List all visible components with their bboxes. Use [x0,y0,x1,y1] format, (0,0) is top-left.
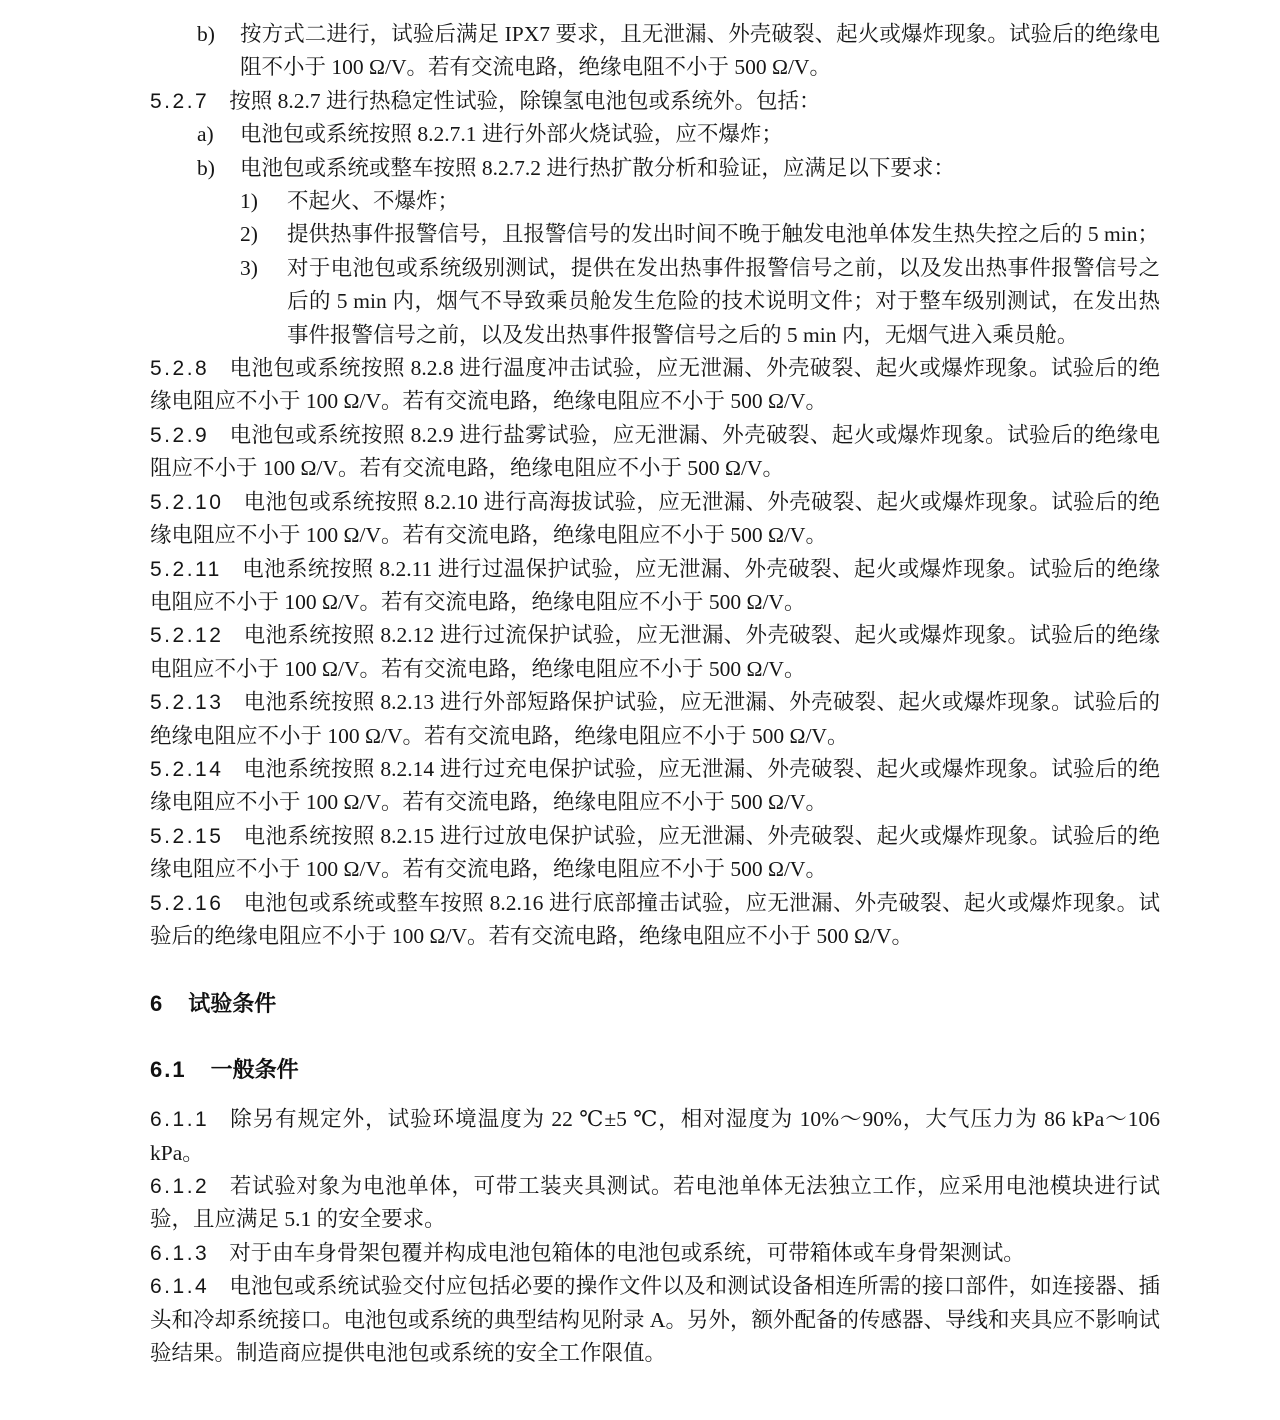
clause-text: 电池包或系统按照 8.2.9 进行盐雾试验，应无泄漏、外壳破裂、起火或爆炸现象。试验后的绝缘电阻应不小于 100 Ω/V。若有交流电路，绝缘电阻应不小于 500 Ω/V。 [150,422,1160,481]
clause-text: 电池系统按照 8.2.13 进行外部短路保护试验，应无泄漏、外壳破裂、起火或爆炸现象。试验后的绝缘电阻应不小于 100 Ω/V。若有交流电路，绝缘电阻应不小于 500 Ω/V。 [150,690,1160,748]
clause-6-1-2 [150,1170,1160,1237]
clause-number: 5.2.11 [150,557,222,581]
clause-number: 5.2.7 [150,89,210,113]
clause-number: 5.2.10 [150,490,224,514]
clause-text: 电池系统按照 8.2.11 进行过温保护试验，应无泄漏、外壳破裂、起火或爆炸现象。试验后的绝缘电阻应不小于 100 Ω/V。若有交流电路，绝缘电阻应不小于 500 Ω/V。 [150,556,1160,614]
clause-text: 电池系统按照 8.2.15 进行过放电保护试验，应无泄漏、外壳破裂、起火或爆炸现象。试验后的绝缘电阻应不小于 100 Ω/V。若有交流电路，绝缘电阻应不小于 500 Ω/V。 [150,823,1160,882]
list-item-text: 电池包或系统按照 8.2.7.1 进行外部火烧试验，应不爆炸； [240,122,783,147]
clause-text: 电池系统按照 8.2.12 进行过流保护试验，应无泄漏、外壳破裂、起火或爆炸现象。试验后的绝缘电阻应不小于 100 Ω/V。若有交流电路，绝缘电阻应不小于 500 Ω/V。 [150,623,1160,681]
clause-number: 5.2.15 [150,824,224,848]
list-item-text: 对于电池包或系统级别测试，提供在发出热事件报警信号之前，以及发出热事件报警信号之后的 5 min 内，烟气不导致乘员舱发生危险的技术说明文件；对于整车级别测试，在发出热事件报警信号之前，以及发出热事件报警信号之后的 5 min 内，无烟气进入乘员舱。 [287,255,1160,347]
clause-number: 5.2.8 [150,357,210,381]
chapter-title: 试验条件 [188,991,277,1017]
list-item-text: 电池包或系统或整车按照 8.2.7.2 进行热扩散分析和验证，应满足以下要求： [240,155,955,180]
list-marker: b) [197,22,215,46]
list-item-1-no-fire [150,185,1160,218]
clause-5-2-13 [150,686,1160,753]
clause-text: 若试验对象为电池单体，可带工装夹具测试。若电池单体无法独立工作，应采用电池模块进行试验，且应满足 5.1 的安全要求。 [150,1174,1160,1232]
clause-6-1-4 [150,1270,1160,1370]
list-item-text: 不起火、不爆炸； [287,189,460,214]
clause-number: 5.2.14 [150,757,224,781]
clause-5-2-10 [150,486,1160,553]
list-marker: 2) [240,222,258,247]
clause-5-2-12 [150,619,1160,686]
clause-text: 电池系统按照 8.2.14 进行过充电保护试验，应无泄漏、外壳破裂、起火或爆炸现象。试验后的绝缘电阻应不小于 100 Ω/V。若有交流电路，绝缘电阻应不小于 500 Ω/V。 [150,756,1160,815]
clause-number: 6.1.1 [150,1108,210,1132]
clause-number: 5.2.13 [150,691,224,715]
list-item-text: 提供热事件报警信号，且报警信号的发出时间不晚于触发电池单体发生热失控之后的 5 min； [287,222,1159,247]
list-marker: b) [197,155,215,180]
clause-number: 5.2.12 [150,624,224,648]
section-number: 6.1 [150,1056,187,1082]
clause-5-2-15 [150,820,1160,887]
clause-text: 按照 8.2.7 进行热稳定性试验，除镍氢电池包或系统外。包括： [229,88,821,113]
clause-text: 除另有规定外，试验环境温度为 22 ℃±5 ℃，相对湿度为 10%～90%，大气压力为 86 kPa～106 kPa。 [150,1107,1160,1165]
section-heading-general-conditions [150,1053,1160,1086]
clause-number: 6.1.2 [150,1175,210,1198]
list-item-2-warning-signal [150,218,1160,251]
list-marker: a) [197,122,214,147]
clause-number: 5.2.9 [150,423,210,447]
list-item-a-fire-test [150,118,1160,151]
clause-5-2-11 [150,553,1160,620]
list-marker: 1) [240,189,258,214]
list-item-b-ipx7 [150,18,1160,85]
list-item-3-smoke-requirement [150,252,1160,352]
clause-text: 对于由车身骨架包覆并构成电池包箱体的电池包或系统，可带箱体或车身骨架测试。 [229,1240,1025,1265]
clause-6-1-3 [150,1237,1160,1270]
clause-6-1-1 [150,1103,1160,1170]
clause-text: 电池包或系统按照 8.2.10 进行高海拔试验，应无泄漏、外壳破裂、起火或爆炸现象。试验后的绝缘电阻应不小于 100 Ω/V。若有交流电路，绝缘电阻应不小于 500 Ω/V。 [150,489,1160,548]
chapter-number: 6 [150,991,165,1017]
clause-5-2-14 [150,753,1160,820]
list-item-b-thermal-diffusion [150,152,1160,185]
chapter-heading-test-conditions [150,987,1160,1020]
clause-5-2-8 [150,352,1160,419]
section-title: 一般条件 [210,1056,299,1082]
clause-number: 6.1.4 [150,1275,210,1299]
clause-5-2-16 [150,887,1160,954]
clause-5-2-9 [150,419,1160,486]
clause-number: 5.2.16 [150,891,224,915]
clause-5-2-7 [150,85,1160,118]
list-marker: 3) [240,255,258,280]
clause-text: 电池包或系统或整车按照 8.2.16 进行底部撞击试验，应无泄漏、外壳破裂、起火或爆炸现象。试验后的绝缘电阻应不小于 100 Ω/V。若有交流电路，绝缘电阻应不小于 500 Ω/V。 [150,890,1160,948]
clause-text: 电池包或系统试验交付应包括必要的操作文件以及和测试设备相连所需的接口部件，如连接器、插头和冷却系统接口。电池包或系统的典型结构见附录 A。另外，额外配备的传感器、导线和夹具应不影响试验结果。制造商应提供电池包或系统的安全工作限值。 [150,1274,1160,1366]
list-item-text: 按方式二进行，试验后满足 IPX7 要求，且无泄漏、外壳破裂、起火或爆炸现象。试验后的绝缘电阻不小于 100 Ω/V。若有交流电路，绝缘电阻不小于 500 Ω/V。 [240,22,1160,80]
clause-number: 6.1.3 [150,1241,210,1265]
clause-text: 电池包或系统按照 8.2.8 进行温度冲击试验，应无泄漏、外壳破裂、起火或爆炸现象。试验后的绝缘电阻应不小于 100 Ω/V。若有交流电路，绝缘电阻应不小于 500 Ω/V。 [150,356,1160,414]
